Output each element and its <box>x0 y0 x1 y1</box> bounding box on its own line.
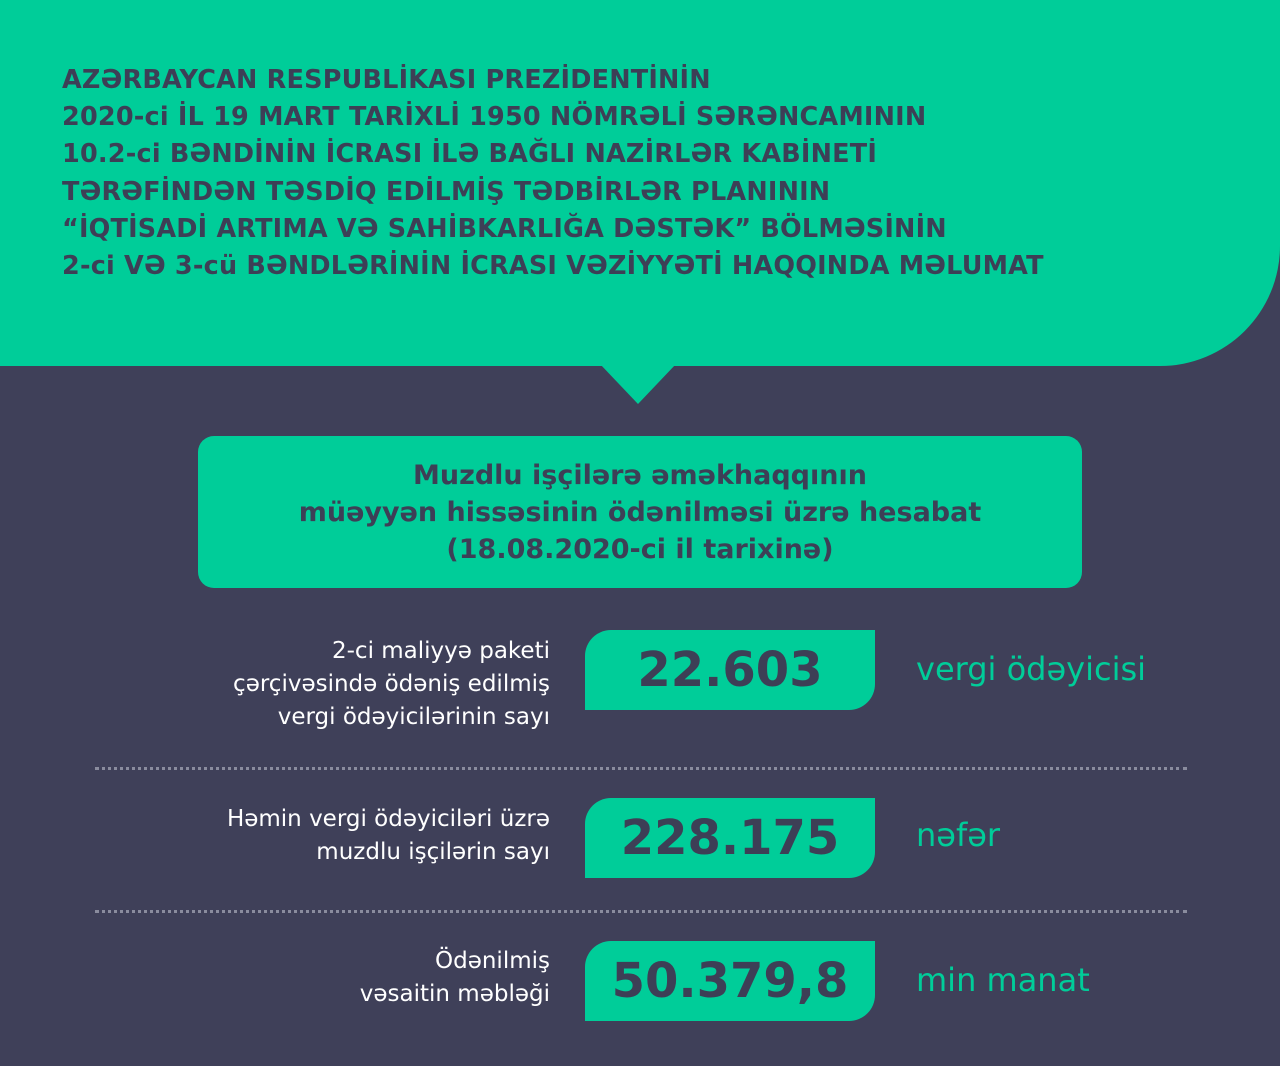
header-title-line: TƏRƏFİNDƏN TƏSDİQ EDİLMİŞ TƏDBİRLƏR PLANININ <box>62 176 831 207</box>
stat-label-line: vəsaitin məbləği <box>359 981 550 1007</box>
report-title-line: Muzdlu işçilərə əməkhaqqının <box>413 459 867 491</box>
row-divider <box>95 767 1187 770</box>
stat-label-line: Ödənilmiş <box>435 948 550 974</box>
stat-value-box: 228.175 <box>585 798 875 878</box>
stat-label <box>227 803 550 869</box>
header-title-line: 2020-ci İL 19 MART TARİXLİ 1950 NÖMRƏLİ SƏRƏNCAMININ <box>62 102 927 133</box>
stat-label <box>360 945 550 1011</box>
stat-label-line: vergi ödəyicilərinin sayı <box>277 704 550 730</box>
row-divider <box>95 910 1187 913</box>
header-title-line: 10.2-ci BƏNDİNİN İCRASI İLƏ BAĞLI NAZİRLƏR KABİNETİ <box>62 139 878 170</box>
stat-label-line: Həmin vergi ödəyiciləri üzrə <box>226 806 550 832</box>
header-title-line: “İQTİSADİ ARTIMA VƏ SAHİBKARLIĞA DƏSTƏK” BÖLMƏSİNİN <box>62 213 947 244</box>
report-title-line: müəyyən hissəsinin ödənilməsi üzrə hesabat <box>298 496 982 528</box>
stat-unit: nəfər <box>916 816 1001 854</box>
header-title-line: AZƏRBAYCAN RESPUBLİKASI PREZİDENTİNİN <box>62 65 711 95</box>
stat-unit: vergi ödəyicisi <box>916 650 1147 688</box>
stat-value-box: 50.379,8 <box>585 941 875 1021</box>
header-title-line: 2-ci VƏ 3-cü BƏNDLƏRİNİN İCRASI VƏZİYYƏTİ HAQQINDA MƏLUMAT <box>62 251 1044 282</box>
report-title-line: (18.08.2020-ci il tarixinə) <box>446 533 834 565</box>
stat-label-line: çərçivəsində ödəniş edilmiş <box>233 671 550 697</box>
report-title-card <box>198 436 1082 588</box>
header-pointer <box>600 364 676 404</box>
stat-label-line: muzdlu işçilərin sayı <box>316 839 550 865</box>
stat-label <box>233 635 550 734</box>
stat-label-line: 2-ci maliyyə paketi <box>332 638 550 664</box>
header-title <box>62 62 1212 285</box>
stat-value-box: 22.603 <box>585 630 875 710</box>
stat-unit: min manat <box>916 961 1090 999</box>
